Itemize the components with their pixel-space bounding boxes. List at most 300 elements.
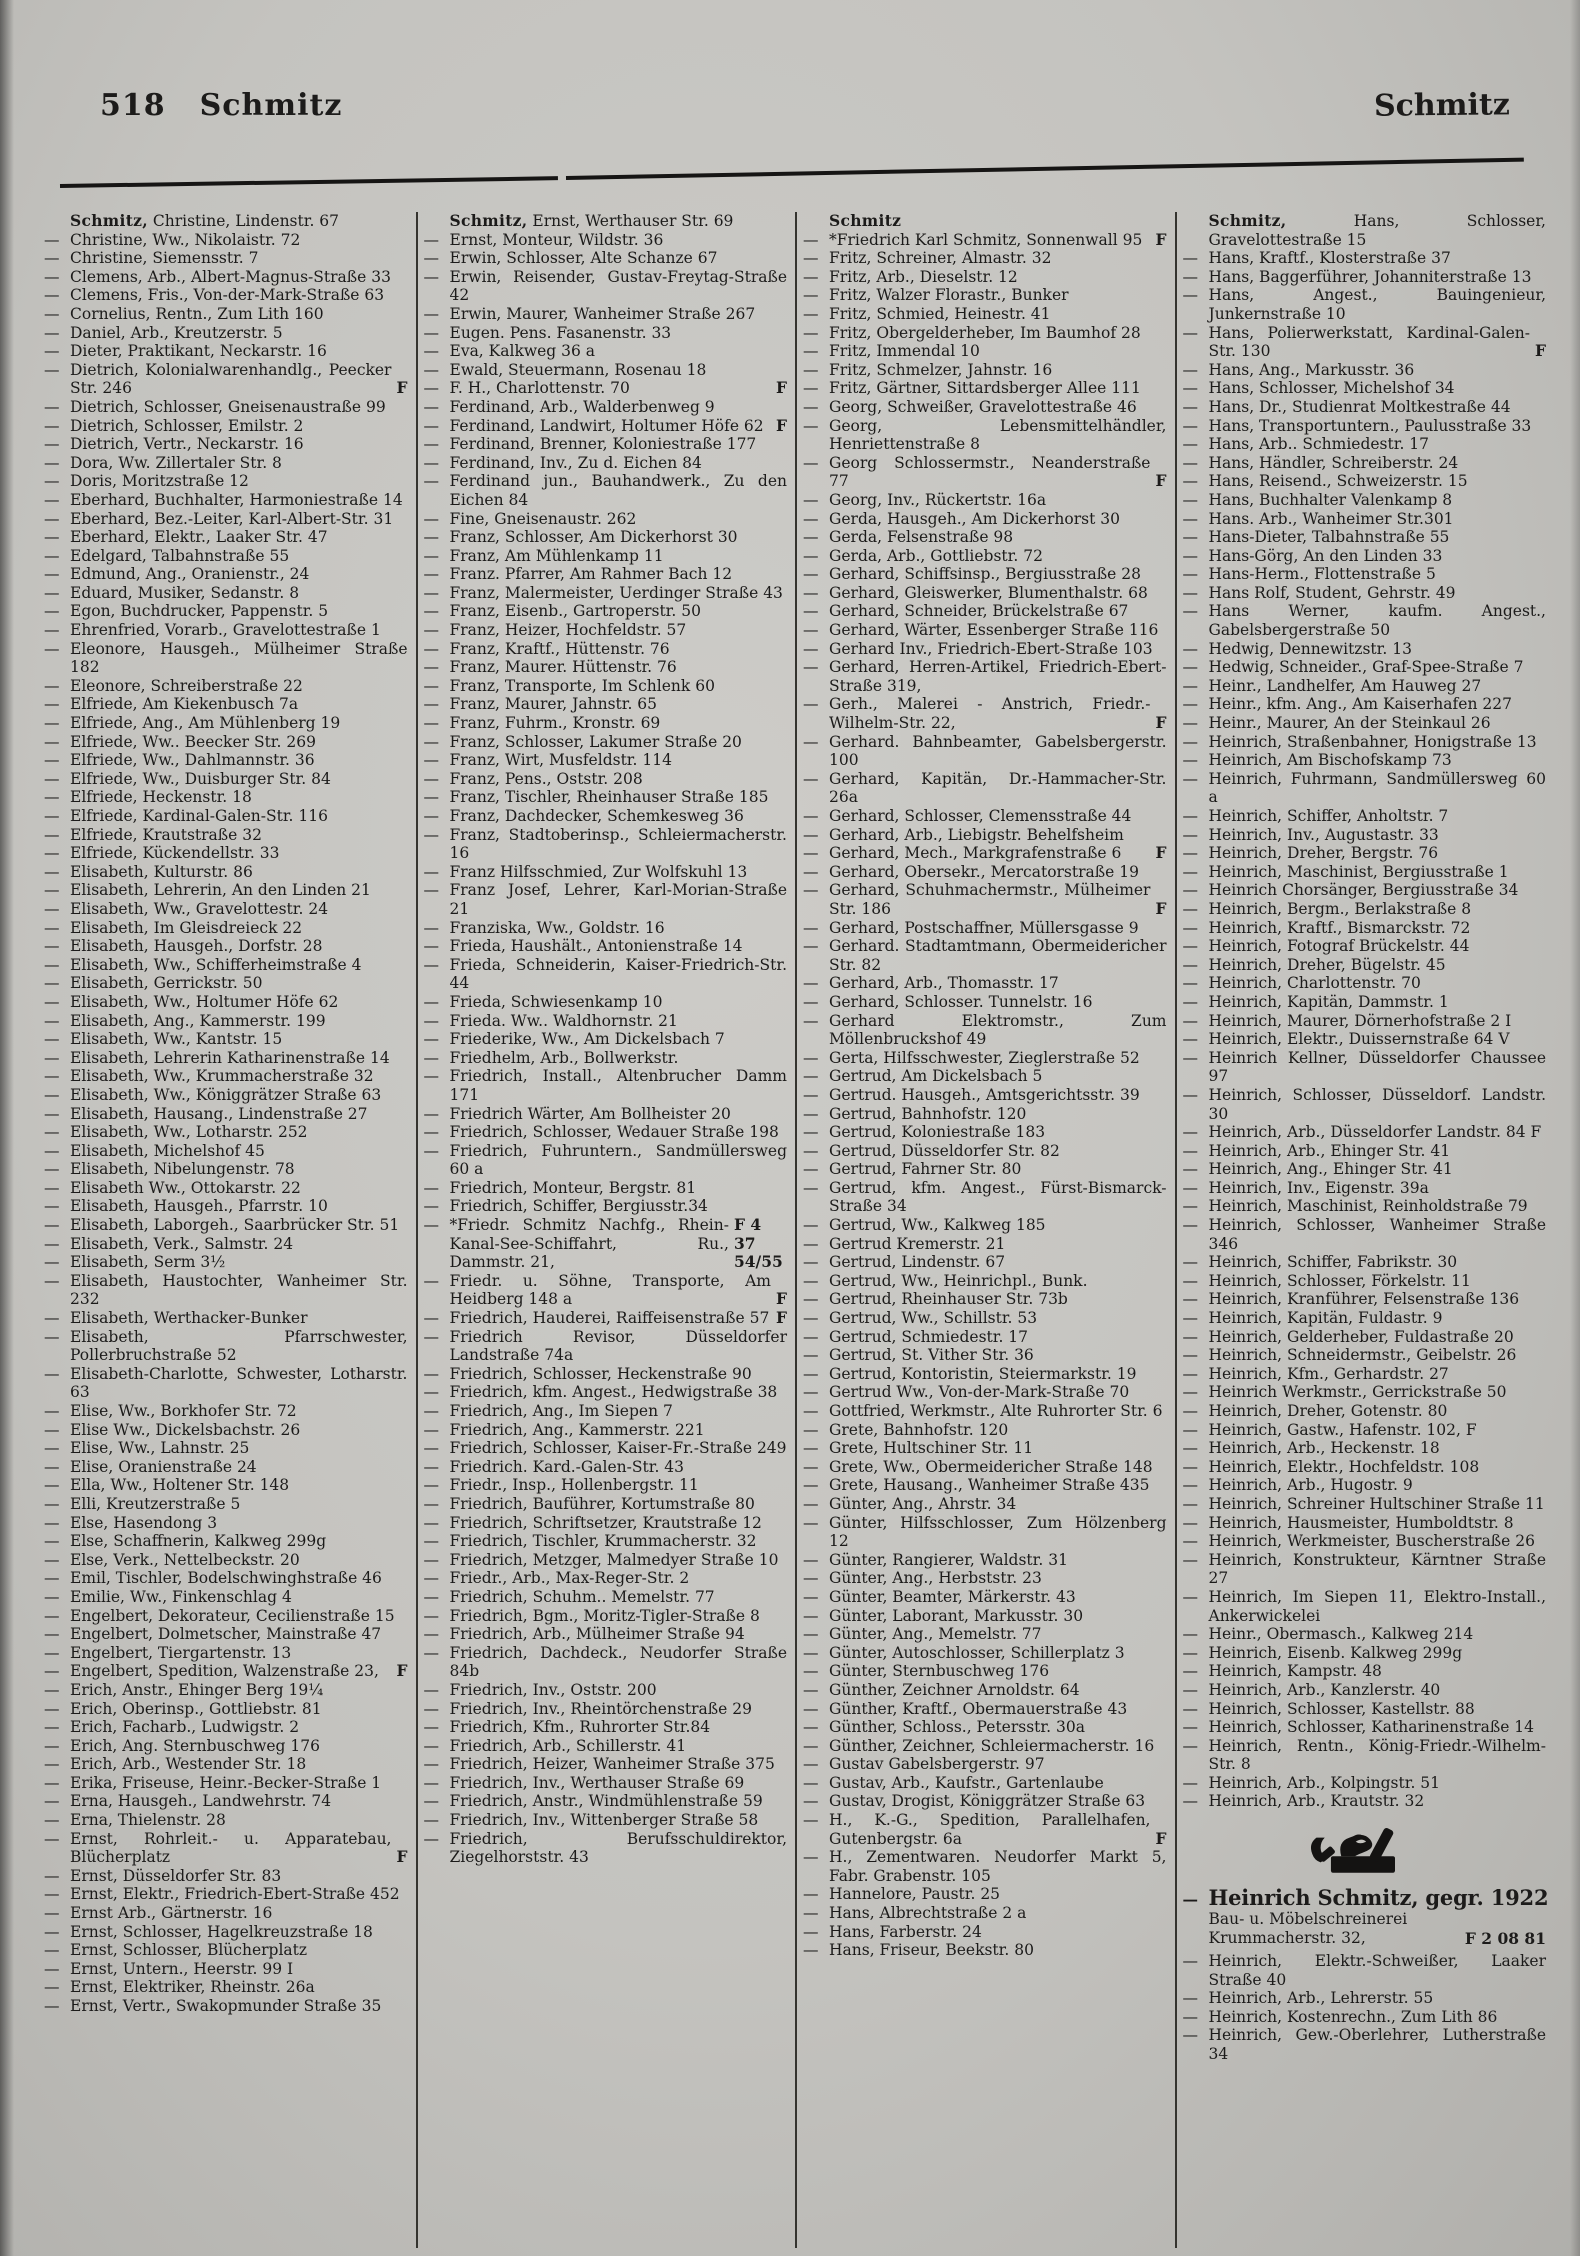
entry-text: Friedrich, Fuhruntern., Sandmüllersweg 60 a [449, 1141, 787, 1179]
directory-entry [44, 528, 408, 547]
entry-dash: — [803, 992, 819, 1011]
directory-entry [803, 1272, 1167, 1291]
directory-entry [1183, 1365, 1547, 1384]
entry-dash: — [44, 1866, 60, 1885]
entry-dash: — [423, 1587, 439, 1606]
ad-address-row [1183, 1929, 1547, 1948]
directory-entry [803, 528, 1167, 547]
entry-dash: — [44, 899, 60, 918]
entry-dash: — [44, 546, 60, 565]
entry-text: Elisabeth, Kulturstr. 86 [70, 862, 253, 881]
directory-entry [1183, 510, 1547, 529]
entry-dash: — [44, 1309, 60, 1328]
entry-text: Gerhard, Obersekr., Mercatorstraße 19 [829, 862, 1139, 881]
directory-entry [424, 342, 788, 361]
directory-entry [424, 1030, 788, 1049]
entry-dash: — [803, 1550, 819, 1569]
entry-dash: — [44, 1048, 60, 1067]
entry-text: Heinrich, Arb., Ehinger Str. 41 [1208, 1141, 1451, 1160]
entry-text: Friedrich, Install., Altenbrucher Damm 171 [449, 1067, 787, 1104]
directory-entry [424, 1049, 788, 1068]
directory-entry [424, 1625, 788, 1644]
entry-text: Friedrich, Arb., Mülheimer Straße 94 [449, 1625, 745, 1644]
entry-dash: — [803, 1253, 819, 1272]
directory-entry [803, 1644, 1167, 1663]
entry-text: Friedrich, Monteur, Bergstr. 81 [449, 1178, 697, 1197]
directory-entry [803, 1235, 1167, 1254]
directory-entry [1183, 844, 1547, 863]
entry-text: Elisabeth, Ww., Königgrätzer Straße 63 [70, 1085, 382, 1104]
entry-dash: — [803, 583, 819, 602]
entry-text: Erwin, Maurer, Wanheimer Straße 267 [449, 304, 756, 323]
directory-entry [44, 1402, 408, 1421]
entry-surname: Schmitz, [70, 212, 148, 230]
entry-text: Cornelius, Rentn., Zum Lith 160 [70, 304, 324, 323]
entry-text: Gerhard, Arb., Thomasstr. 17 [829, 974, 1059, 993]
entry-text: Heinrich, Straßenbahner, Honigstraße 13 [1208, 732, 1537, 751]
entry-dash: — [423, 1457, 439, 1476]
directory-entry [424, 1644, 788, 1681]
directory-entry [1183, 1402, 1547, 1421]
entry-text: Elisabeth, Pfarrschwester, Pollerbruchstraße 52 [70, 1327, 408, 1365]
entry-dash: — [423, 1402, 439, 1420]
entry-dash: — [803, 1848, 819, 1867]
entry-text: Heinrich, Schlosser, Förkelstr. 11 [1208, 1271, 1471, 1290]
entry-dash: — [1182, 323, 1198, 342]
entry-text: Friedrich. Kard.-Galen-Str. 43 [449, 1457, 685, 1476]
entry-dash: — [44, 1773, 60, 1792]
directory-entry [44, 1197, 408, 1216]
entry-dash: — [1182, 899, 1198, 918]
directory-entry [44, 231, 408, 250]
directory-entry [44, 491, 408, 510]
directory-entry [803, 937, 1167, 974]
entry-text: Elisabeth, Lehrerin Katharinenstraße 14 [70, 1048, 390, 1067]
entry-text: Heinrich, Gastw., Hafenstr. 102, F [1208, 1420, 1477, 1439]
directory-entry [1183, 1272, 1547, 1291]
entry-text: Friedrich, Inv., Werthauser Straße 69 [449, 1773, 745, 1792]
entry-dash: — [44, 267, 60, 286]
entry-dash: — [423, 1197, 439, 1216]
directory-entry [44, 919, 408, 938]
entry-text: Günter, Hilfsschlosser, Zum Hölzenberg 12 [829, 1513, 1167, 1551]
entry-dash: — [803, 490, 819, 509]
entry-text: Elise, Oranienstraße 24 [70, 1457, 257, 1476]
entry-dash: — [44, 1494, 60, 1513]
entry-text: Eleonore, Hausgeh., Mülheimer Straße 182 [70, 639, 408, 677]
entry-dash: — [44, 918, 60, 937]
entry-dash: — [44, 342, 60, 361]
directory-entry [1183, 826, 1547, 845]
entry-text: Gerhard, Schlosser. Tunnelstr. 16 [829, 992, 1093, 1011]
entry-dash: — [423, 751, 439, 770]
entry-text: Heinrich, Arb., Düsseldorfer Landstr. 84 F [1208, 1123, 1542, 1142]
directory-entry [44, 1941, 408, 1960]
directory-entry [1183, 1681, 1547, 1700]
entry-dash: — [44, 1234, 60, 1253]
entry-dash: — [803, 1234, 819, 1253]
directory-entry [424, 1421, 788, 1440]
entry-text: Hans, Kraftf., Klosterstraße 37 [1208, 249, 1451, 268]
directory-entry [424, 565, 788, 584]
entry-dash: — [423, 1792, 439, 1811]
entry-dash: — [44, 974, 60, 993]
entry-dash: — [803, 1587, 819, 1606]
entry-dash: — [1182, 1439, 1198, 1458]
directory-entry [424, 472, 788, 509]
entry-text: Friedrich, Dachdeck., Neudorfer Straße 84b [449, 1643, 787, 1681]
entry-dash: — [1182, 751, 1198, 770]
entry-dash: — [44, 751, 60, 770]
entry-text: Schmitz, Ernst, Werthauser Str. 69 [449, 212, 734, 230]
ad-subtitle: Bau- u. Möbelschreinerei [1208, 1910, 1408, 1929]
directory-entry [1183, 1644, 1547, 1663]
entry-text: Hans, Farberstr. 24 [829, 1922, 982, 1941]
directory-entry [1183, 1458, 1547, 1477]
entry-dash: — [1182, 1513, 1198, 1532]
entry-dash: — [423, 676, 439, 695]
entry-text: Gustav, Drogist, Königgrätzer Straße 63 [829, 1792, 1146, 1811]
entry-text: Heinrich, Elektr., Duissernstraße 64 V [1208, 1030, 1510, 1049]
entry-text: Erwin, Reisender, Gustav-Freytag-Straße 42 [449, 267, 787, 305]
directory-entry [424, 1495, 788, 1514]
entry-text: *Friedr. Schmitz Nachfg., Rhein-Kanal-See-Schiffahrt, Ru., Dammstr. 21, [449, 1216, 729, 1272]
entry-text: Heinrich, Dreher, Gotenstr. 80 [1208, 1402, 1448, 1420]
entry-dash: — [44, 1067, 60, 1086]
entry-text: Heinrich, Im Siepen 11, Elektro-Install., Ankerwickelei [1208, 1587, 1546, 1625]
directory-entry [1183, 584, 1547, 603]
directory-entry [424, 1179, 788, 1198]
directory-entry [424, 956, 788, 993]
entry-text: Franziska, Ww., Goldstr. 16 [449, 918, 665, 937]
entry-text: Schmitz, Hans, Schlosser, Gravelottestraße 15 [1208, 212, 1546, 249]
directory-entry [803, 1848, 1167, 1885]
directory-entry [803, 398, 1167, 417]
entry-text: Ernst, Rohrleit.- u. Apparatebau, Blücherplatz [70, 1829, 392, 1867]
entry-text: Ernst, Schlosser, Blücherplatz [70, 1941, 308, 1960]
directory-entry [424, 1755, 788, 1774]
entry-text: Frieda, Schneiderin, Kaiser-Friedrich-Str. 44 [449, 955, 787, 993]
directory-entry [803, 602, 1167, 621]
entry-text: Erika, Friseuse, Heinr.-Becker-Straße 1 [70, 1773, 382, 1792]
directory-entry [1183, 1792, 1547, 1811]
directory-entry [44, 417, 408, 436]
directory-entry [1183, 2026, 1547, 2063]
entry-dash: — [44, 1829, 60, 1848]
directory-entry [803, 993, 1167, 1012]
entry-text: Frieda, Haushält., Antonienstraße 14 [449, 937, 743, 956]
directory-entry [424, 1402, 788, 1421]
directory-entry [424, 1365, 788, 1384]
directory-entry [424, 1123, 788, 1142]
entry-dash: — [423, 546, 439, 565]
entry-dash: — [803, 1718, 819, 1737]
entry-text: Elisabeth, Ang., Kammerstr. 199 [70, 1011, 326, 1030]
directory-entry [803, 212, 1167, 231]
directory-entry [44, 733, 408, 752]
entry-dash: — [44, 807, 60, 825]
entry-dash: — [1182, 1532, 1198, 1551]
entry-text: Fritz, Schreiner, Almastr. 32 [829, 249, 1052, 268]
entry-text: Gerda, Felsenstraße 98 [829, 528, 1014, 547]
entry-dash: — [423, 416, 439, 435]
entry-text: Gertrud, Fahrner Str. 80 [829, 1160, 1022, 1179]
entry-dash: — [44, 453, 60, 472]
entry-text: Elisabeth, Ww., Schifferheimstraße 4 [70, 955, 362, 974]
directory-entry [424, 1700, 788, 1719]
entry-dash: — [423, 1327, 439, 1346]
entry-text: Heinr., Landhelfer, Am Hauweg 27 [1208, 676, 1482, 695]
directory-entry [803, 1904, 1167, 1923]
directory-entry [424, 1607, 788, 1626]
entry-dash: — [803, 379, 819, 398]
directory-entry [803, 844, 1167, 863]
directory-entry [44, 714, 408, 733]
phone-mark: F [1155, 843, 1167, 863]
directory-entry [44, 1105, 408, 1124]
entry-text: Friedrich, Bgm., Moritz-Tigler-Straße 8 [449, 1606, 760, 1625]
directory-entry [1183, 1514, 1547, 1533]
directory-entry [803, 1923, 1167, 1942]
entry-dash: — [44, 1160, 60, 1179]
entry-dash: — [423, 1625, 439, 1644]
entry-text: Gerhard, Schuhmachermstr., Mülheimer Str. 186 [829, 881, 1151, 918]
directory-column-1 [38, 212, 416, 2248]
entry-dash: — [803, 342, 819, 361]
entry-text: Georg Schlossermstr., Neanderstraße 77 [829, 453, 1151, 491]
entry-text: H., Zementwaren. Neudorfer Markt 5, Fabr. Grabenstr. 105 [829, 1848, 1167, 1885]
entry-text: Friedrich, Hauderei, Raiffeisenstraße 57 [449, 1309, 770, 1328]
entry-dash: — [1182, 2007, 1198, 2026]
directory-entry [424, 714, 788, 733]
entry-text: Friedrich, Kfm., Ruhrorter Str.84 [449, 1718, 711, 1737]
directory-entry [1183, 602, 1547, 639]
entry-text: Friedrich, Tischler, Krummacherstr. 32 [449, 1532, 757, 1551]
directory-entry [1183, 1123, 1547, 1142]
entry-text: Friedrich, Arb., Schillerstr. 41 [449, 1736, 687, 1755]
directory-entry [803, 1383, 1167, 1402]
entry-text: Hans Werner, kaufm. Angest., Gabelsbergerstraße 50 [1208, 602, 1546, 640]
directory-entry [44, 677, 408, 696]
page-number: 518 [100, 88, 166, 123]
entry-text: Ferdinand, Brenner, Koloniestraße 177 [449, 435, 757, 454]
entry-dash: — [803, 1792, 819, 1811]
directory-entry [424, 919, 788, 938]
entry-dash: — [1182, 1494, 1198, 1513]
entry-dash: — [423, 1383, 439, 1402]
entry-dash: — [44, 286, 60, 305]
directory-entry [1183, 398, 1547, 417]
entry-text: Hannelore, Paustr. 25 [829, 1885, 1001, 1904]
entry-text: Friedhelm, Arb., Bollwerkstr. [449, 1048, 679, 1067]
entry-dash: — [1182, 2026, 1198, 2045]
entry-dash: — [803, 453, 819, 472]
entry-dash: — [44, 1941, 60, 1960]
entry-text: Franz, Stadtoberinsp., Schleiermacherstr. 16 [449, 825, 787, 863]
phone-mark: F [396, 378, 408, 398]
entry-dash: — [44, 323, 60, 342]
directory-entry [803, 305, 1167, 324]
entry-text: Georg, Inv., Rückertstr. 16a [829, 490, 1047, 509]
directory-entry [1183, 528, 1547, 547]
directory-entry [1183, 1030, 1547, 1049]
entry-dash: — [423, 1141, 439, 1160]
directory-entry [424, 547, 788, 566]
entry-dash: — [803, 1160, 819, 1179]
entry-dash: — [423, 1067, 439, 1086]
directory-entry [424, 305, 788, 324]
entry-dash: — [423, 1420, 439, 1439]
entry-text: Elfriede, Ww., Dahlmannstr. 36 [70, 751, 315, 770]
entry-dash: — [803, 1216, 819, 1235]
entry-dash: — [44, 416, 60, 435]
entry-dash: — [423, 1532, 439, 1551]
directory-entry [1183, 1421, 1547, 1440]
entry-text: Ernst, Elektr., Friedrich-Ebert-Straße 452 [70, 1885, 400, 1904]
directory-entry [1183, 1346, 1547, 1365]
entry-text: Elisabeth, Verk., Salmstr. 24 [70, 1234, 294, 1253]
entry-text: Heinrich, Rentn., König-Friedr.-Wilhelm-Str. 8 [1208, 1736, 1546, 1774]
entry-dash: — [803, 1402, 819, 1420]
directory-entry [803, 1346, 1167, 1365]
directory-entry [803, 1607, 1167, 1626]
directory-entry [803, 881, 1167, 918]
entry-dash: — [1182, 1952, 1198, 1971]
entry-dash: — [423, 1606, 439, 1625]
entry-dash: — [803, 1941, 819, 1960]
entry-dash: — [1182, 918, 1198, 937]
entry-text: Gertrud, Kontoristin, Steiermarkstr. 19 [829, 1364, 1137, 1383]
directory-entry [44, 1718, 408, 1737]
entry-text: Heinrich, Fotograf Brückelstr. 44 [1208, 937, 1470, 956]
entry-text: Erich, Anstr., Ehinger Berg 19¼ [70, 1680, 324, 1699]
entry-text: Heinrich, Kraftf., Bismarckstr. 72 [1208, 918, 1471, 937]
entry-dash: — [44, 1104, 60, 1123]
entry-text: Heinrich, Charlottenstr. 70 [1208, 974, 1421, 993]
entry-text: Günter, Beamter, Märkerstr. 43 [829, 1587, 1076, 1606]
entry-dash: — [44, 1271, 60, 1290]
entry-text: Günter, Ang., Memelstr. 77 [829, 1625, 1042, 1644]
entry-dash: — [423, 1699, 439, 1718]
entry-text: Heinrich, Hausmeister, Humboldtstr. 8 [1208, 1513, 1514, 1532]
directory-entry [44, 1867, 408, 1886]
directory-entry [803, 1253, 1167, 1272]
directory-entry [424, 770, 788, 789]
directory-entry [424, 602, 788, 621]
entry-dash: — [44, 1439, 60, 1458]
header-left [100, 88, 342, 123]
entry-dash: — [423, 1773, 439, 1792]
entry-dash: — [1182, 1141, 1198, 1160]
entry-text: Elfriede, Am Kiekenbusch 7a [70, 695, 299, 714]
directory-entry [424, 212, 788, 231]
directory-entry [803, 974, 1167, 993]
entry-text: F. H., Charlottenstr. 70 [449, 379, 630, 398]
directory-entry [803, 1514, 1167, 1551]
directory-entry [424, 1681, 788, 1700]
directory-entry [424, 1439, 788, 1458]
entry-text: Hans, Albrechtstraße 2 a [829, 1904, 1027, 1923]
entry-dash: — [1182, 992, 1198, 1011]
entry-dash: — [803, 1476, 819, 1495]
directory-entry [1183, 361, 1547, 380]
entry-dash: — [803, 918, 819, 937]
entry-dash: — [1182, 1773, 1198, 1792]
entry-text: Heinrich, Ang., Ehinger Str. 41 [1208, 1160, 1453, 1179]
directory-entry [44, 324, 408, 343]
directory-entry [424, 1588, 788, 1607]
directory-entry [44, 881, 408, 900]
entry-dash: — [423, 769, 439, 788]
phone-mark: F [1155, 1828, 1167, 1848]
directory-entry [803, 658, 1167, 695]
directory-entry [1183, 1086, 1547, 1123]
entry-dash: — [803, 1123, 819, 1142]
directory-entry [1183, 1625, 1547, 1644]
directory-entry [803, 231, 1167, 250]
entry-text: Heinrich, Arb., Kanzlerstr. 40 [1208, 1680, 1441, 1699]
entry-text: Grete, Ww., Obermeidericher Straße 148 [829, 1457, 1153, 1476]
directory-entry [424, 695, 788, 714]
directory-entry [803, 1811, 1167, 1848]
entry-dash: — [44, 1922, 60, 1941]
directory-entry [44, 435, 408, 454]
entry-text: Erna, Thielenstr. 28 [70, 1811, 226, 1830]
entry-dash: — [44, 472, 60, 491]
directory-entry [1183, 1989, 1547, 2008]
ad-title-row [1183, 1885, 1547, 1910]
entry-dash: — [423, 862, 439, 881]
entry-text: Heinrich, Gelderheber, Fuldastraße 20 [1208, 1327, 1514, 1346]
directory-entry [1183, 1588, 1547, 1625]
entry-dash: — [803, 639, 819, 658]
entry-dash: — [423, 379, 439, 398]
directory-entry [424, 379, 788, 398]
directory-entry [803, 1160, 1167, 1179]
entry-dash: — [44, 1736, 60, 1755]
entry-dash: — [423, 1494, 439, 1513]
directory-entry [424, 454, 788, 473]
entry-text: Friedr., Arb., Max-Reger-Str. 2 [449, 1569, 690, 1588]
entry-dash: — [1182, 397, 1198, 416]
entry-dash: — [1182, 825, 1198, 844]
directory-entry [424, 1383, 788, 1402]
entry-text: Fritz, Obergelderheber, Im Baumhof 28 [829, 323, 1141, 342]
entry-dash: — [423, 1513, 439, 1532]
entry-text: Gerhard, Schiffsinsp., Bergiusstraße 28 [829, 565, 1141, 584]
entry-text: Fine, Gneisenaustr. 262 [449, 509, 637, 528]
entry-text: Friedrich, Schiffer, Bergiusstr.34 [449, 1197, 708, 1216]
directory-entry [44, 1272, 408, 1309]
entry-text: Heinrich, Am Bischofskamp 73 [1208, 751, 1452, 770]
entry-text: Friedrich, Ang., Kammerstr. 221 [449, 1420, 705, 1439]
entry-text: Daniel, Arb., Kreutzerstr. 5 [70, 323, 283, 342]
directory-entry [424, 584, 788, 603]
entry-text: Ferdinand jun., Bauhandwerk., Zu den Eichen 84 [449, 472, 787, 509]
directory-entry [44, 1774, 408, 1793]
entry-text: Elisabeth, Hausang., Lindenstraße 27 [70, 1104, 368, 1123]
entry-dash: — [1182, 881, 1198, 900]
entry-text: Hedwig, Schneider., Graf-Spee-Straße 7 [1208, 658, 1524, 677]
entry-dash: — [1182, 974, 1198, 993]
directory-entry [803, 826, 1167, 845]
entry-dash: — [803, 695, 819, 714]
entry-text: Ernst, Elektriker, Rheinstr. 26a [70, 1978, 315, 1997]
directory-entry [424, 361, 788, 380]
entry-dash: — [44, 1420, 60, 1439]
entry-dash: — [44, 1978, 60, 1997]
entry-dash: — [803, 1662, 819, 1681]
